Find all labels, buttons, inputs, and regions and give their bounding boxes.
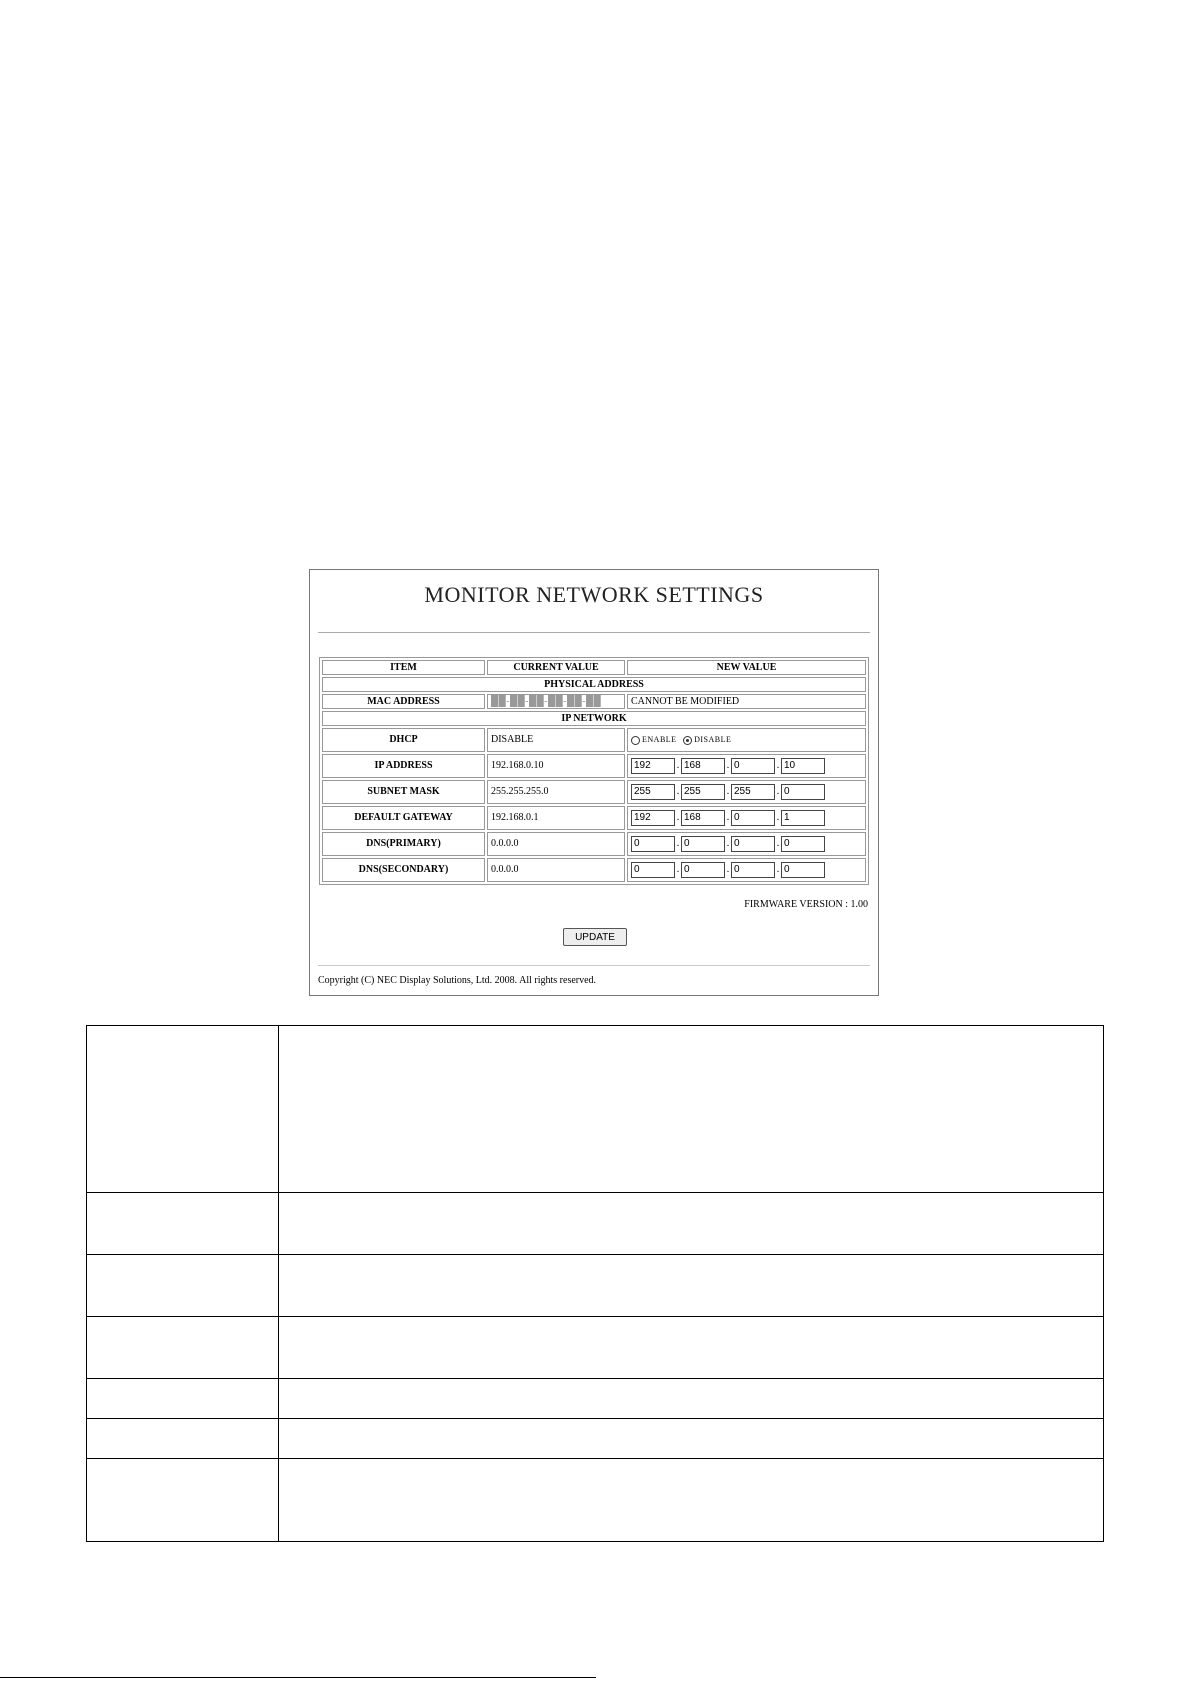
mac-new: CANNOT BE MODIFIED <box>627 694 866 709</box>
row-new: 0 . 0 . 0 . 0 <box>627 858 866 882</box>
copyright-text: Copyright (C) NEC Display Solutions, Ltd. 2008. All rights reserved. <box>318 975 597 986</box>
row-current: 192.168.0.1 <box>487 806 625 830</box>
octet-input[interactable]: 192 <box>631 810 675 826</box>
table-cell <box>279 1193 1104 1255</box>
section-physical-address: PHYSICAL ADDRESS <box>322 677 866 692</box>
table-cell <box>87 1419 279 1459</box>
mac-row <box>322 694 866 709</box>
octet-input[interactable]: 0 <box>631 836 675 852</box>
dhcp-enable-radio[interactable] <box>631 736 640 745</box>
table-cell <box>87 1255 279 1317</box>
octet-input[interactable]: 255 <box>631 784 675 800</box>
table-row <box>87 1026 1104 1193</box>
row-label: DNS(PRIMARY) <box>322 832 485 856</box>
table-row <box>87 1317 1104 1379</box>
octet-input[interactable]: 0 <box>731 836 775 852</box>
dhcp-disable-label: DISABLE <box>694 735 732 744</box>
table-cell <box>279 1026 1104 1193</box>
dhcp-row <box>322 728 866 752</box>
table-row <box>87 1255 1104 1317</box>
row-label: DNS(SECONDARY) <box>322 858 485 882</box>
octet-input[interactable]: 0 <box>731 758 775 774</box>
mac-value: ██-██-██-██-██-██ <box>491 696 602 707</box>
dns-primary-row <box>322 832 866 856</box>
mac-current <box>487 694 625 709</box>
row-new: 192 . 168 . 0 . 1 <box>627 806 866 830</box>
octet-input[interactable]: 255 <box>681 784 725 800</box>
table-row <box>87 1419 1104 1459</box>
octet-input[interactable]: 10 <box>781 758 825 774</box>
description-table <box>86 1025 1104 1542</box>
octet-input[interactable]: 192 <box>631 758 675 774</box>
dhcp-new <box>627 728 866 752</box>
header-item: ITEM <box>322 660 485 675</box>
table-cell <box>279 1317 1104 1379</box>
table-cell <box>87 1317 279 1379</box>
row-label: DEFAULT GATEWAY <box>322 806 485 830</box>
divider <box>318 632 870 633</box>
octet-input[interactable]: 0 <box>781 836 825 852</box>
table-cell <box>87 1193 279 1255</box>
table-cell <box>87 1459 279 1542</box>
octet-input[interactable]: 0 <box>781 784 825 800</box>
update-button[interactable]: UPDATE <box>563 928 627 946</box>
row-new: 0 . 0 . 0 . 0 <box>627 832 866 856</box>
octet-input[interactable]: 0 <box>681 836 725 852</box>
octet-input[interactable]: 0 <box>731 862 775 878</box>
row-new: 192 . 168 . 0 . 10 <box>627 754 866 778</box>
table-cell <box>279 1379 1104 1419</box>
row-current: 0.0.0.0 <box>487 832 625 856</box>
dns-secondary-row <box>322 858 866 882</box>
table-cell <box>279 1459 1104 1542</box>
footnote-divider <box>0 1677 596 1678</box>
table-row <box>87 1459 1104 1542</box>
table-cell <box>87 1026 279 1193</box>
row-current: 192.168.0.10 <box>487 754 625 778</box>
dhcp-label: DHCP <box>322 728 485 752</box>
settings-table <box>319 657 869 885</box>
dhcp-disable-radio[interactable] <box>683 736 692 745</box>
section-row <box>322 711 866 726</box>
table-row <box>87 1379 1104 1419</box>
row-new: 255 . 255 . 255 . 0 <box>627 780 866 804</box>
row-label: IP ADDRESS <box>322 754 485 778</box>
octet-input[interactable]: 168 <box>681 810 725 826</box>
divider <box>318 965 870 966</box>
octet-input[interactable]: 0 <box>681 862 725 878</box>
row-label: SUBNET MASK <box>322 780 485 804</box>
network-settings-screenshot <box>309 569 879 996</box>
octet-input[interactable]: 0 <box>631 862 675 878</box>
section-row <box>322 677 866 692</box>
row-current: 255.255.255.0 <box>487 780 625 804</box>
table-cell <box>279 1419 1104 1459</box>
header-current-value: CURRENT VALUE <box>487 660 625 675</box>
octet-input[interactable]: 0 <box>731 810 775 826</box>
subnet-mask-row <box>322 780 866 804</box>
octet-input[interactable]: 255 <box>731 784 775 800</box>
ip-address-row <box>322 754 866 778</box>
table-row <box>87 1193 1104 1255</box>
firmware-version: FIRMWARE VERSION : 1.00 <box>744 899 868 910</box>
header-row <box>322 660 866 675</box>
row-current: 0.0.0.0 <box>487 858 625 882</box>
mac-label: MAC ADDRESS <box>322 694 485 709</box>
dhcp-current: DISABLE <box>487 728 625 752</box>
octet-input[interactable]: 1 <box>781 810 825 826</box>
octet-input[interactable]: 168 <box>681 758 725 774</box>
dhcp-enable-label: ENABLE <box>642 735 677 744</box>
table-cell <box>87 1379 279 1419</box>
header-new-value: NEW VALUE <box>627 660 866 675</box>
page-title: MONITOR NETWORK SETTINGS <box>424 582 764 607</box>
default-gateway-row <box>322 806 866 830</box>
section-ip-network: IP NETWORK <box>322 711 866 726</box>
octet-input[interactable]: 0 <box>781 862 825 878</box>
table-cell <box>279 1255 1104 1317</box>
